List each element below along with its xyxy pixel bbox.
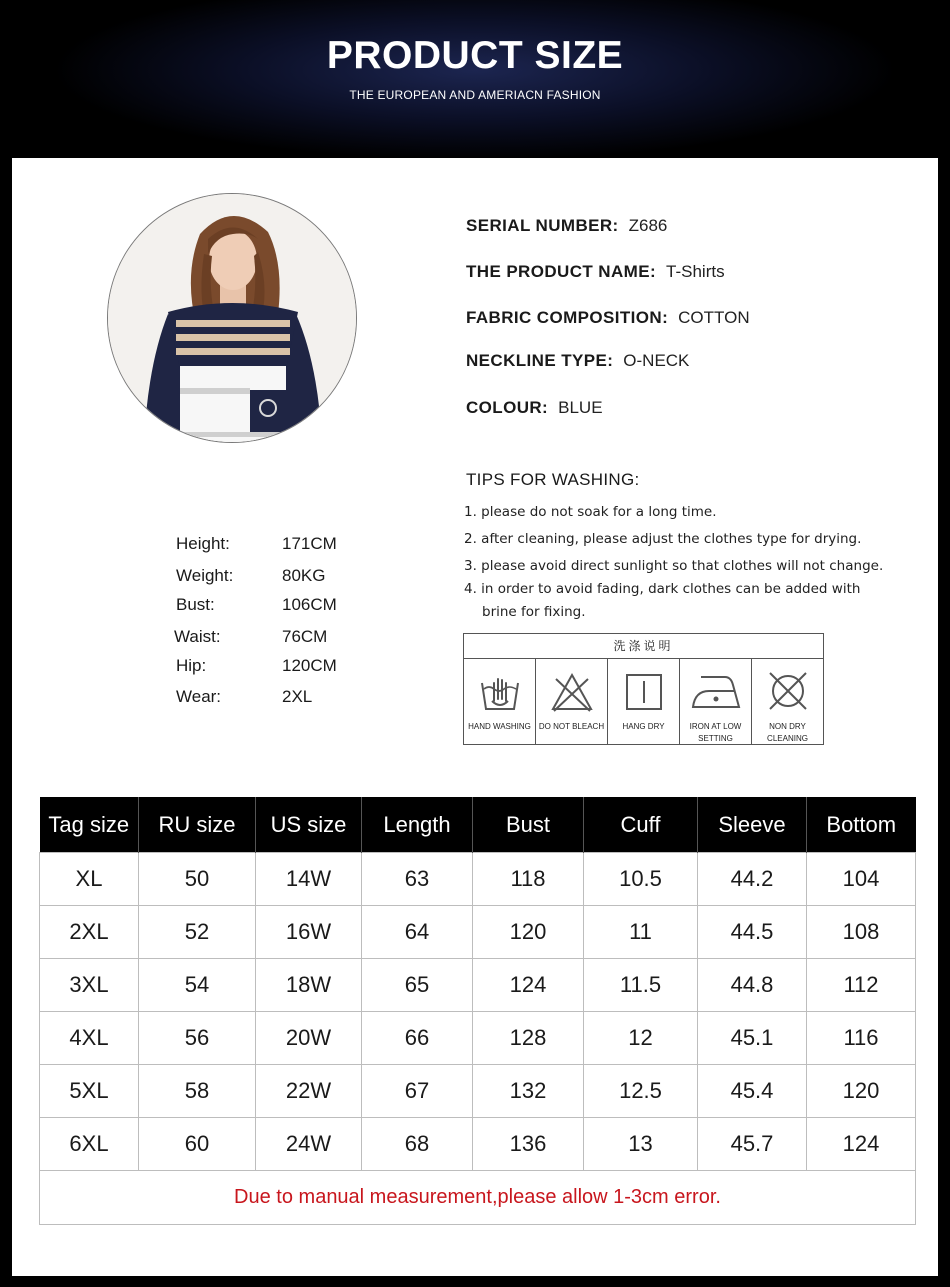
tip-item: 2. after cleaning, please adjust the clothes type for drying. xyxy=(464,531,862,547)
table-cell: 124 xyxy=(473,959,584,1012)
table-cell: 44.8 xyxy=(698,959,807,1012)
table-cell: 6XL xyxy=(40,1118,139,1171)
care-label-text: HANG DRY xyxy=(622,722,665,731)
table-row xyxy=(40,1012,916,1065)
tip-item-continued: brine for fixing. xyxy=(482,604,586,620)
table-cell: 52 xyxy=(139,906,256,959)
tip-item: 4. in order to avoid fading, dark clothes can be added with xyxy=(464,581,861,597)
spec-value: T-Shirts xyxy=(666,262,725,281)
table-cell: 11.5 xyxy=(584,959,698,1012)
care-label-text: NON DRY CLEANING xyxy=(767,722,808,743)
table-cell: 116 xyxy=(807,1012,916,1065)
care-cell-do-not-bleach xyxy=(536,659,608,745)
table-cell: 54 xyxy=(139,959,256,1012)
header-sleeve: Sleeve xyxy=(698,797,807,853)
table-row xyxy=(40,1065,916,1118)
hang-dry-icon xyxy=(622,671,666,713)
header-us-size: US size xyxy=(256,797,362,853)
no-bleach-icon xyxy=(550,671,594,713)
table-cell: 63 xyxy=(362,853,473,906)
care-label-text: HAND WASHING xyxy=(468,722,531,731)
header-tag-size: Tag size xyxy=(40,797,139,853)
page-subtitle: THE EUROPEAN AND AMERIACN FASHION xyxy=(349,88,601,102)
model-label-wear: Wear: xyxy=(176,687,222,706)
spec-neckline-type xyxy=(466,351,689,371)
model-value-hip: 120CM xyxy=(282,656,337,675)
table-row xyxy=(40,959,916,1012)
size-table-header xyxy=(40,797,916,853)
table-cell: 44.5 xyxy=(698,906,807,959)
spec-label: COLOUR: xyxy=(466,398,549,417)
spec-label: NECKLINE TYPE: xyxy=(466,351,614,370)
table-cell: 24W xyxy=(256,1118,362,1171)
model-label-bust: Bust: xyxy=(176,595,215,614)
table-cell: 65 xyxy=(362,959,473,1012)
model-value-waist: 76CM xyxy=(282,627,328,646)
page-title: PRODUCT SIZE xyxy=(326,34,624,77)
table-cell: 45.7 xyxy=(698,1118,807,1171)
spec-value: Z686 xyxy=(628,216,668,235)
table-cell: 14W xyxy=(256,853,362,906)
care-cell-iron-low xyxy=(680,659,752,745)
care-label-text: DO NOT BLEACH xyxy=(538,722,605,731)
table-cell: 67 xyxy=(362,1065,473,1118)
table-cell: 45.1 xyxy=(698,1012,807,1065)
model-illustration xyxy=(108,194,356,442)
table-row xyxy=(40,853,916,906)
spec-colour xyxy=(466,398,603,418)
spec-value: BLUE xyxy=(558,398,603,417)
header-bust: Bust xyxy=(473,797,584,853)
table-cell: 58 xyxy=(139,1065,256,1118)
table-cell: 10.5 xyxy=(584,853,698,906)
table-cell: 12.5 xyxy=(584,1065,698,1118)
table-row xyxy=(40,1118,916,1171)
table-cell: 112 xyxy=(807,959,916,1012)
iron-low-icon xyxy=(691,671,741,713)
table-cell: 124 xyxy=(807,1118,916,1171)
table-cell: 120 xyxy=(807,1065,916,1118)
tips-title: TIPS FOR WASHING: xyxy=(466,470,640,489)
care-cell-hang-dry xyxy=(608,659,680,745)
no-dry-clean-icon xyxy=(766,671,810,713)
measurement-note: Due to manual measurement,please allow 1-3cm error. xyxy=(40,1171,916,1225)
table-cell: 104 xyxy=(807,853,916,906)
spec-product-name xyxy=(466,262,725,282)
table-cell: 12 xyxy=(584,1012,698,1065)
tip-item: 3. please avoid direct sunlight so that clothes will not change. xyxy=(464,558,884,574)
model-value-weight: 80KG xyxy=(282,566,326,585)
page-header xyxy=(0,0,950,158)
table-cell: 56 xyxy=(139,1012,256,1065)
header-bottom: Bottom xyxy=(807,797,916,853)
table-cell: 128 xyxy=(473,1012,584,1065)
model-value-wear: 2XL xyxy=(282,687,313,706)
hand-wash-icon xyxy=(478,671,522,713)
model-label-hip: Hip: xyxy=(176,656,207,675)
table-cell: 4XL xyxy=(40,1012,139,1065)
care-label-text: IRON AT LOW SETTING xyxy=(689,722,742,743)
header-cuff: Cuff xyxy=(584,797,698,853)
spec-label: THE PRODUCT NAME: xyxy=(466,262,657,281)
table-cell: 108 xyxy=(807,906,916,959)
spec-label: FABRIC COMPOSITION: xyxy=(466,308,669,327)
table-cell: 20W xyxy=(256,1012,362,1065)
size-table xyxy=(39,797,916,1225)
model-label-weight: Weight: xyxy=(176,566,234,585)
table-cell: 18W xyxy=(256,959,362,1012)
table-cell: 66 xyxy=(362,1012,473,1065)
table-cell: 13 xyxy=(584,1118,698,1171)
table-cell: 11 xyxy=(584,906,698,959)
care-title: 洗涤说明 xyxy=(464,634,823,659)
care-cell-hand-washing xyxy=(464,659,536,745)
table-cell: 68 xyxy=(362,1118,473,1171)
table-cell: 136 xyxy=(473,1118,584,1171)
table-cell: 16W xyxy=(256,906,362,959)
table-cell: 22W xyxy=(256,1065,362,1118)
table-cell: XL xyxy=(40,853,139,906)
table-row xyxy=(40,906,916,959)
header-ru-size: RU size xyxy=(139,797,256,853)
tip-item: 1. please do not soak for a long time. xyxy=(464,504,717,520)
spec-fabric-composition xyxy=(466,308,750,328)
model-photo xyxy=(107,193,357,443)
care-cell-no-dry-clean xyxy=(752,659,823,745)
table-cell: 132 xyxy=(473,1065,584,1118)
spec-label: SERIAL NUMBER: xyxy=(466,216,619,235)
model-value-height: 171CM xyxy=(282,534,337,553)
table-cell: 5XL xyxy=(40,1065,139,1118)
header-length: Length xyxy=(362,797,473,853)
table-cell: 50 xyxy=(139,853,256,906)
spec-value: COTTON xyxy=(678,308,750,327)
model-label-height: Height: xyxy=(176,534,230,553)
table-cell: 45.4 xyxy=(698,1065,807,1118)
table-cell: 120 xyxy=(473,906,584,959)
table-cell: 3XL xyxy=(40,959,139,1012)
table-cell: 118 xyxy=(473,853,584,906)
model-label-waist: Waist: xyxy=(174,627,221,646)
model-value-bust: 106CM xyxy=(282,595,337,614)
table-cell: 64 xyxy=(362,906,473,959)
spec-serial-number xyxy=(466,216,667,236)
spec-value: O-NECK xyxy=(623,351,690,370)
table-cell: 44.2 xyxy=(698,853,807,906)
table-cell: 60 xyxy=(139,1118,256,1171)
care-label xyxy=(463,633,824,745)
table-note-row xyxy=(40,1171,916,1225)
table-cell: 2XL xyxy=(40,906,139,959)
